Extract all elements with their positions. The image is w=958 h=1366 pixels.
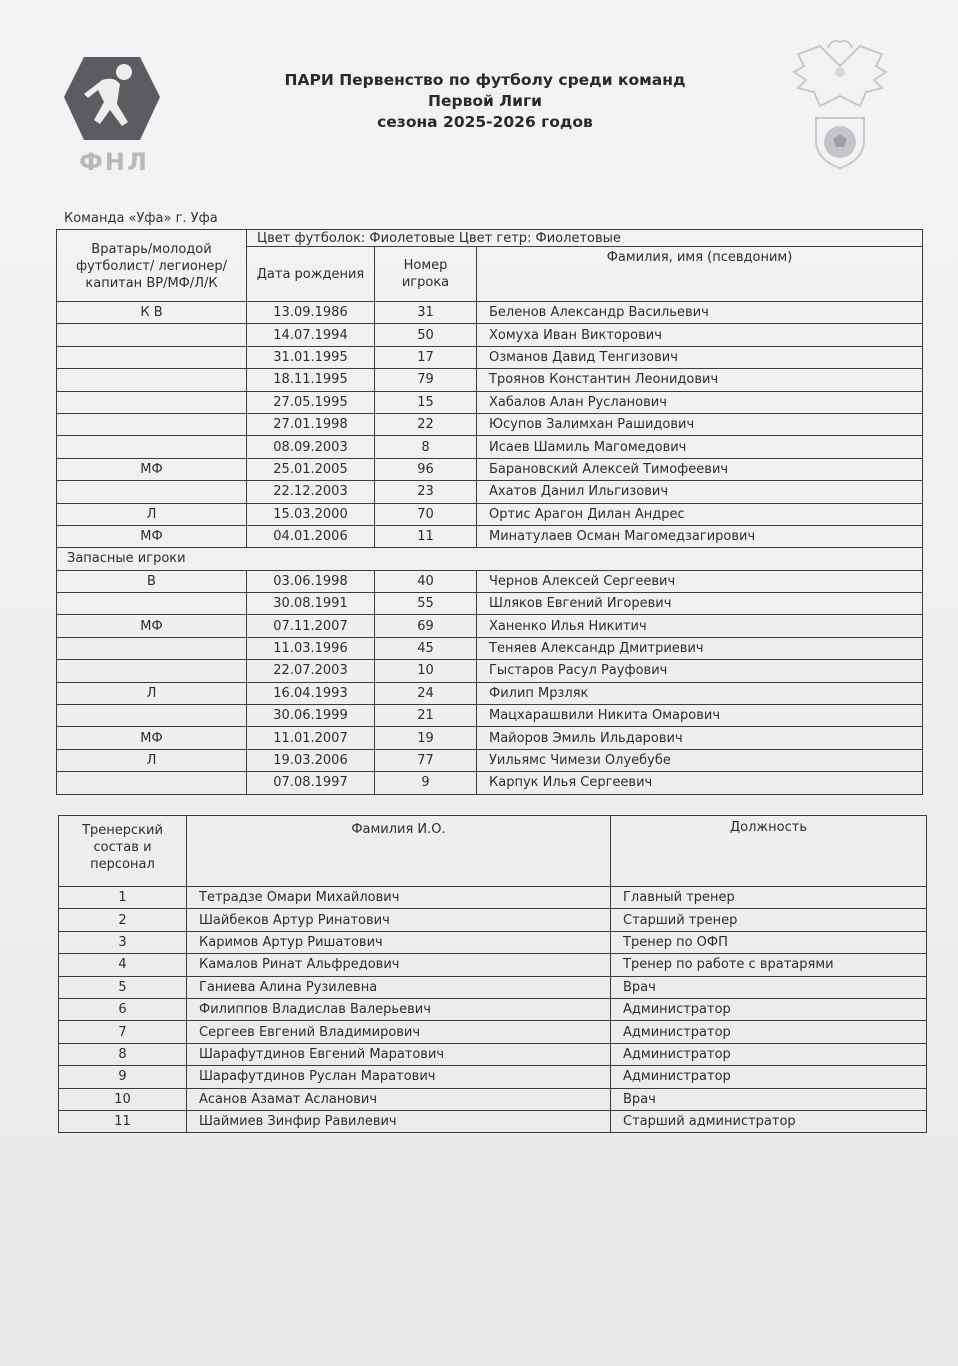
staff-index: 7: [59, 1021, 187, 1043]
player-role: Л: [57, 749, 247, 771]
player-number: 77: [375, 749, 477, 771]
player-number: 70: [375, 503, 477, 525]
player-name: Ханенко Илья Никитич: [477, 615, 923, 637]
staff-name: Филиппов Владислав Валерьевич: [187, 998, 611, 1020]
player-dob: 22.12.2003: [247, 481, 375, 503]
staff-position: Старший тренер: [611, 909, 927, 931]
staff-name: Тетрадзе Омари Михайлович: [187, 887, 611, 909]
player-name: Беленов Александр Васильевич: [477, 302, 923, 324]
player-number: 11: [375, 525, 477, 547]
player-role: К В: [57, 302, 247, 324]
player-row: [57, 682, 923, 704]
player-name: Теняев Александр Дмитриевич: [477, 637, 923, 659]
player-number: 69: [375, 615, 477, 637]
reserves-section-row: [57, 548, 923, 570]
player-role: Л: [57, 503, 247, 525]
player-dob: 22.07.2003: [247, 660, 375, 682]
player-row: [57, 369, 923, 391]
player-row: [57, 302, 923, 324]
staff-table: [58, 815, 927, 1133]
staff-name-column-header: Фамилия И.О.: [187, 816, 611, 887]
player-name: Филип Мрзляк: [477, 682, 923, 704]
staff-position: Врач: [611, 976, 927, 998]
staff-position-column-header: Должность: [611, 816, 927, 887]
player-number: 9: [375, 772, 477, 794]
player-row: [57, 727, 923, 749]
player-role: [57, 346, 247, 368]
player-role: [57, 772, 247, 794]
player-row: [57, 525, 923, 547]
player-row: [57, 772, 923, 794]
player-name: Ахатов Данил Ильгизович: [477, 481, 923, 503]
player-role: Л: [57, 682, 247, 704]
staff-name: Каримов Артур Ришатович: [187, 931, 611, 953]
player-row: [57, 570, 923, 592]
player-number: 10: [375, 660, 477, 682]
player-row: [57, 705, 923, 727]
player-dob: 11.03.1996: [247, 637, 375, 659]
name-column-header: Фамилия, имя (псевдоним): [477, 247, 923, 302]
staff-row: [59, 931, 927, 953]
player-name: Хомуха Иван Викторович: [477, 324, 923, 346]
staff-position: Тренер по работе с вратарями: [611, 954, 927, 976]
player-name: Майоров Эмиль Ильдарович: [477, 727, 923, 749]
staff-index: 3: [59, 931, 187, 953]
player-dob: 11.01.2007: [247, 727, 375, 749]
player-row: [57, 660, 923, 682]
player-name: Хабалов Алан Русланович: [477, 391, 923, 413]
player-dob: 25.01.2005: [247, 458, 375, 480]
player-name: Ортис Арагон Дилан Андрес: [477, 503, 923, 525]
player-row: [57, 324, 923, 346]
staff-position: Администратор: [611, 1043, 927, 1065]
staff-position: Администратор: [611, 1021, 927, 1043]
player-name: Шляков Евгений Игоревич: [477, 593, 923, 615]
player-dob: 15.03.2000: [247, 503, 375, 525]
kit-colors: Цвет футболок: Фиолетовые Цвет гетр: Фиолетовые: [247, 230, 923, 247]
staff-name: Сергеев Евгений Владимирович: [187, 1021, 611, 1043]
player-number: 40: [375, 570, 477, 592]
player-row: [57, 503, 923, 525]
player-role: [57, 391, 247, 413]
player-dob: 08.09.2003: [247, 436, 375, 458]
staff-row: [59, 1066, 927, 1088]
player-number: 21: [375, 705, 477, 727]
player-dob: 30.08.1991: [247, 593, 375, 615]
staff-position: Администратор: [611, 1066, 927, 1088]
players-table: [56, 229, 923, 795]
staff-index: 11: [59, 1110, 187, 1132]
player-number: 19: [375, 727, 477, 749]
role-column-header: Вратарь/молодой футболист/ легионер/капитан ВР/МФ/Л/К: [57, 230, 247, 302]
player-number: 45: [375, 637, 477, 659]
player-number: 31: [375, 302, 477, 324]
player-name: Уильямс Чимези Олуебубе: [477, 749, 923, 771]
player-role: МФ: [57, 458, 247, 480]
player-role: [57, 436, 247, 458]
staff-row: [59, 954, 927, 976]
staff-name: Шарафутдинов Руслан Маратович: [187, 1066, 611, 1088]
player-role: [57, 324, 247, 346]
player-number: 79: [375, 369, 477, 391]
player-role: [57, 660, 247, 682]
player-name: Мацхарашвили Никита Омарович: [477, 705, 923, 727]
title-line-1: ПАРИ Первенство по футболу среди команд: [284, 71, 686, 89]
rfs-eagle-logo: [790, 36, 890, 172]
player-row: [57, 391, 923, 413]
player-name: Минатулаев Осман Магомедзагирович: [477, 525, 923, 547]
player-row: [57, 436, 923, 458]
staff-index-column-header: Тренерский состав и персонал: [59, 816, 187, 887]
player-number: 55: [375, 593, 477, 615]
staff-position: Врач: [611, 1088, 927, 1110]
player-row: [57, 615, 923, 637]
player-name: Исаев Шамиль Магомедович: [477, 436, 923, 458]
staff-row: [59, 976, 927, 998]
title-line-3: сезона 2025-2026 годов: [377, 113, 593, 131]
player-number: 22: [375, 413, 477, 435]
staff-index: 10: [59, 1088, 187, 1110]
staff-row: [59, 887, 927, 909]
player-name: Юсупов Залимхан Рашидович: [477, 413, 923, 435]
player-number: 96: [375, 458, 477, 480]
player-number: 23: [375, 481, 477, 503]
staff-index: 4: [59, 954, 187, 976]
staff-name: Шаймиев Зинфир Равилевич: [187, 1110, 611, 1132]
player-number: 24: [375, 682, 477, 704]
staff-position: Администратор: [611, 998, 927, 1020]
player-name: Гыстаров Расул Рауфович: [477, 660, 923, 682]
player-dob: 03.06.1998: [247, 570, 375, 592]
player-role: [57, 413, 247, 435]
staff-position: Старший администратор: [611, 1110, 927, 1132]
player-dob: 27.01.1998: [247, 413, 375, 435]
player-dob: 16.04.1993: [247, 682, 375, 704]
number-column-header: Номер игрока: [375, 247, 477, 302]
staff-position: Тренер по ОФП: [611, 931, 927, 953]
player-role: [57, 369, 247, 391]
player-name: Карпук Илья Сергеевич: [477, 772, 923, 794]
staff-index: 5: [59, 976, 187, 998]
player-name: Троянов Константин Леонидович: [477, 369, 923, 391]
staff-index: 9: [59, 1066, 187, 1088]
player-number: 50: [375, 324, 477, 346]
staff-index: 6: [59, 998, 187, 1020]
staff-row: [59, 1110, 927, 1132]
player-name: Озманов Давид Тенгизович: [477, 346, 923, 368]
player-role: [57, 593, 247, 615]
staff-row: [59, 1043, 927, 1065]
player-row: [57, 593, 923, 615]
player-row: [57, 346, 923, 368]
player-name: Барановский Алексей Тимофеевич: [477, 458, 923, 480]
player-dob: 07.11.2007: [247, 615, 375, 637]
staff-name: Асанов Азамат Асланович: [187, 1088, 611, 1110]
player-role: [57, 637, 247, 659]
player-dob: 07.08.1997: [247, 772, 375, 794]
player-role: [57, 705, 247, 727]
fnl-logo-text: ФНЛ: [79, 148, 149, 176]
player-dob: 31.01.1995: [247, 346, 375, 368]
player-number: 8: [375, 436, 477, 458]
player-row: [57, 749, 923, 771]
player-role: МФ: [57, 615, 247, 637]
staff-index: 1: [59, 887, 187, 909]
player-number: 17: [375, 346, 477, 368]
player-role: МФ: [57, 727, 247, 749]
player-dob: 13.09.1986: [247, 302, 375, 324]
staff-row: [59, 998, 927, 1020]
player-row: [57, 637, 923, 659]
staff-name: Ганиева Алина Рузилевна: [187, 976, 611, 998]
title-line-2: Первой Лиги: [428, 92, 542, 110]
document-title: [200, 70, 770, 133]
staff-index: 2: [59, 909, 187, 931]
player-number: 15: [375, 391, 477, 413]
player-row: [57, 481, 923, 503]
player-dob: 18.11.1995: [247, 369, 375, 391]
player-dob: 19.03.2006: [247, 749, 375, 771]
staff-index: 8: [59, 1043, 187, 1065]
reserves-section-label: Запасные игроки: [57, 548, 923, 570]
player-row: [57, 413, 923, 435]
staff-name: Камалов Ринат Альфредович: [187, 954, 611, 976]
team-caption: Команда «Уфа» г. Уфа: [64, 211, 218, 226]
player-dob: 30.06.1999: [247, 705, 375, 727]
player-name: Чернов Алексей Сергеевич: [477, 570, 923, 592]
player-role: В: [57, 570, 247, 592]
dob-column-header: Дата рождения: [247, 247, 375, 302]
player-dob: 04.01.2006: [247, 525, 375, 547]
player-row: [57, 458, 923, 480]
staff-name: Шайбеков Артур Ринатович: [187, 909, 611, 931]
player-dob: 14.07.1994: [247, 324, 375, 346]
player-dob: 27.05.1995: [247, 391, 375, 413]
staff-name: Шарафутдинов Евгений Маратович: [187, 1043, 611, 1065]
staff-row: [59, 1021, 927, 1043]
staff-row: [59, 1088, 927, 1110]
staff-position: Главный тренер: [611, 887, 927, 909]
player-role: МФ: [57, 525, 247, 547]
player-role: [57, 481, 247, 503]
staff-row: [59, 909, 927, 931]
